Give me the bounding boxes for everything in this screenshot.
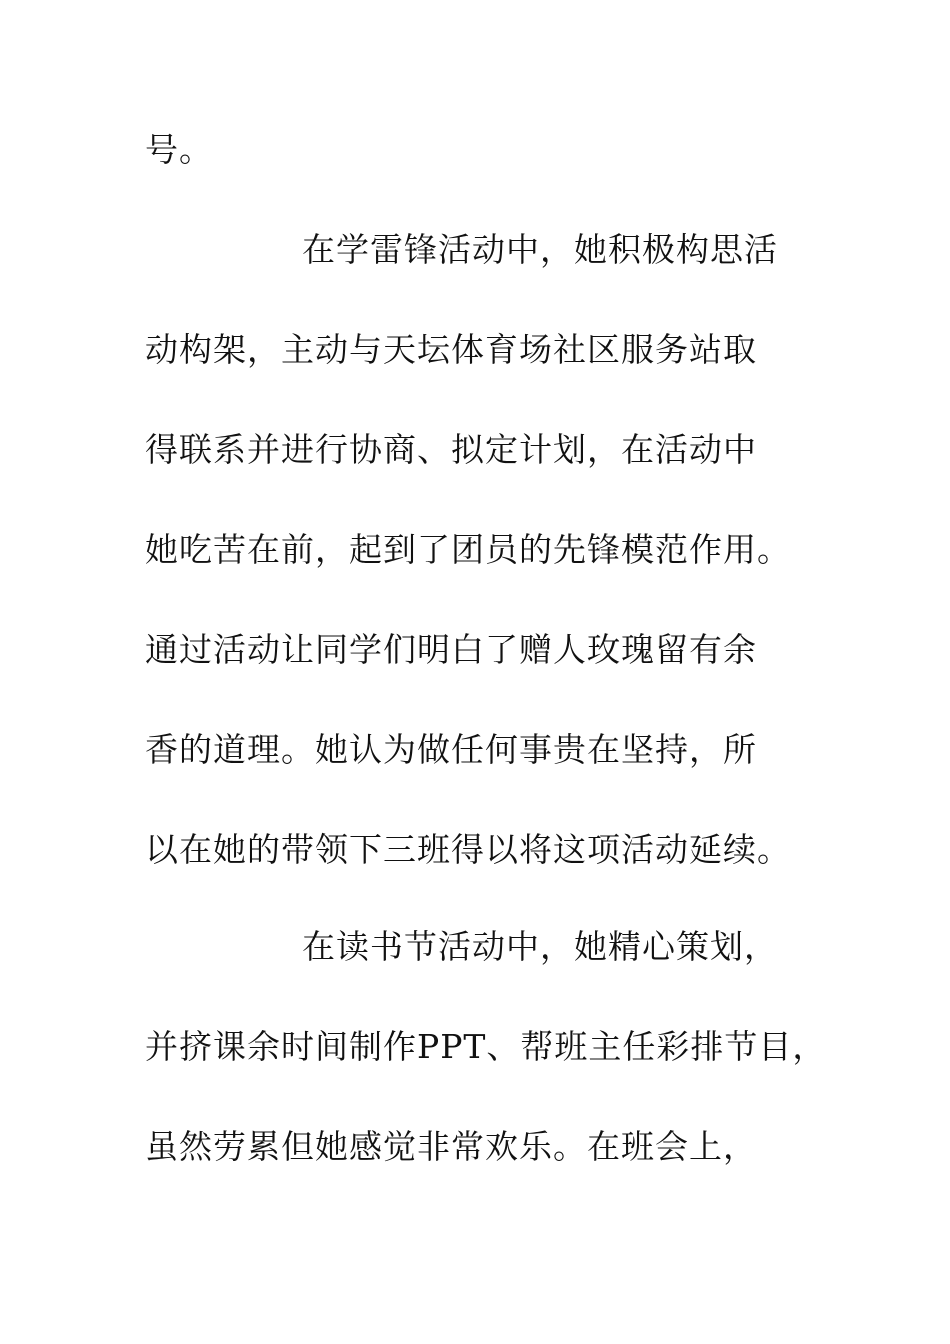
text-line-4: 得联系并进行协商、拟定计划，在活动中 <box>145 430 757 469</box>
text-line-2: 在学雷锋活动中，她积极构思活 <box>302 230 778 269</box>
text-line-6: 通过活动让同学们明白了赠人玫瑰留有余 <box>145 630 757 669</box>
text-line-11: 虽然劳累但她感觉非常欢乐。在班会上， <box>145 1127 757 1166</box>
text-line-1: 号。 <box>145 130 213 169</box>
text-line-3: 动构架，主动与天坛体育场社区服务站取 <box>145 330 757 369</box>
text-line-7: 香的道理。她认为做任何事贵在坚持，所 <box>145 730 757 769</box>
text-line-8: 以在她的带领下三班得以将这项活动延续。 <box>145 830 791 869</box>
text-line-10: 并挤课余时间制作PPT、帮班主任彩排节目， <box>145 1027 827 1066</box>
text-line-9: 在读书节活动中，她精心策划， <box>302 927 778 966</box>
text-line-5: 她吃苦在前，起到了团员的先锋模范作用。 <box>145 530 791 569</box>
